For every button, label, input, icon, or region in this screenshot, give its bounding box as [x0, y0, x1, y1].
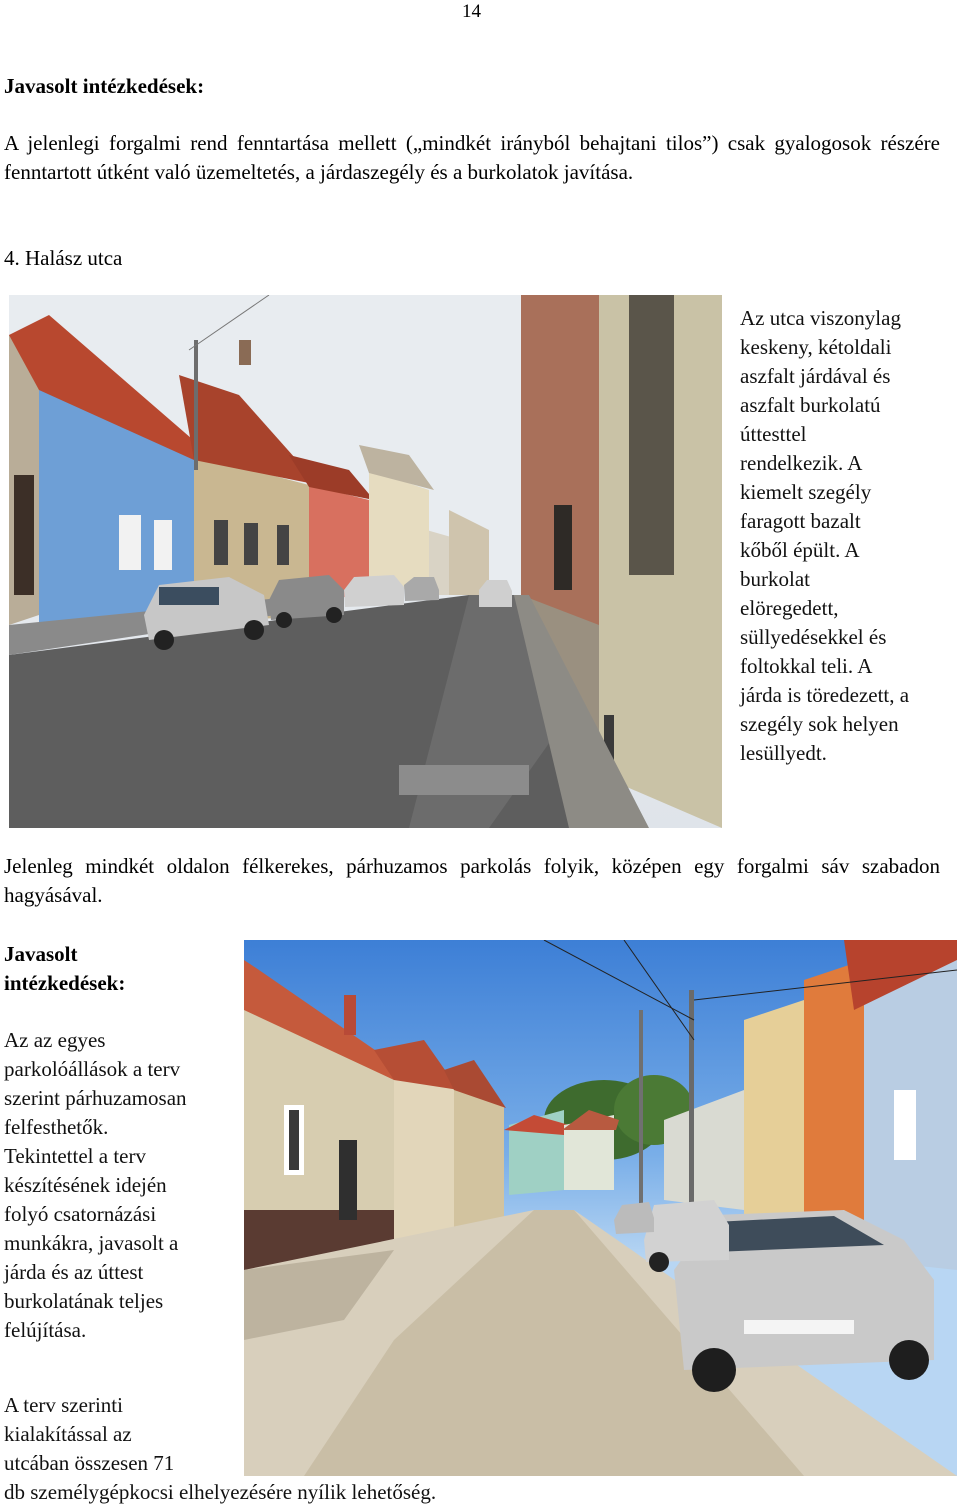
street-title-text: 4. Halász utca — [4, 246, 123, 270]
street-description-line: elöregedett, — [740, 596, 839, 620]
street-description-line: aszfalt járdával és — [740, 364, 891, 388]
section-heading: Javasolt intézkedések: — [4, 74, 205, 98]
proposal-text-line: Tekintettel a terv — [4, 1144, 146, 1168]
proposal-text — [4, 1026, 240, 1345]
street-description-line: kiemelt szegély — [740, 480, 872, 504]
street-description-line: burkolat — [740, 567, 810, 591]
street-description-line: lesüllyedt. — [740, 741, 827, 765]
proposal-text-line: felújítása. — [4, 1318, 87, 1342]
street-title — [4, 246, 122, 271]
page-number: 14 — [462, 1, 481, 22]
proposal-text-line: folyó csatornázási — [4, 1202, 157, 1226]
capacity-text-line: kialakítással az — [4, 1422, 132, 1446]
intro-paragraph: A jelenlegi forgalmi rend fenntartása mellett („mindkét irányból behajtani tilos”) csak gyalogosok részére fenntartott útként való üzemeltetés, a járdaszegély és a burkolatok javítása. — [4, 131, 940, 184]
proposal-text-line: Az az egyes — [4, 1028, 106, 1052]
street-description-line: aszfalt burkolatú — [740, 393, 881, 417]
proposal-text-line: készítésének idején — [4, 1173, 167, 1197]
street-description-line: süllyedésekkel és — [740, 625, 887, 649]
street-description-line: rendelkezik. A — [740, 451, 863, 475]
proposal-heading — [4, 940, 125, 998]
proposal-text-line: munkákra, javasolt a — [4, 1231, 179, 1255]
capacity-text-line: A terv szerinti — [4, 1393, 123, 1417]
street-description-line: járda is töredezett, a — [740, 683, 910, 707]
street-description — [740, 304, 960, 768]
proposal-text-line: járda és az úttest — [4, 1260, 144, 1284]
capacity-text — [4, 1391, 944, 1507]
proposal-text-line: parkolóállások a terv — [4, 1057, 181, 1081]
proposal-text-line: felfesthetők. — [4, 1115, 109, 1139]
street-description-line: szegély sok helyen — [740, 712, 899, 736]
proposal-text-line: burkolatának teljes — [4, 1289, 164, 1313]
street-description-line: keskeny, kétoldali — [740, 335, 892, 359]
street-photo-current — [9, 295, 722, 828]
parking-paragraph: Jelenleg mindkét oldalon félkerekes, párhuzamos parkolás folyik, középen egy forgalmi sáv szabadon hagyásával. — [4, 854, 940, 907]
proposal-heading-line: intézkedések: — [4, 971, 126, 995]
street-description-line: Az utca viszonylag — [740, 306, 901, 330]
capacity-text-line: utcában összesen 71 — [4, 1451, 175, 1475]
proposal-text-line: szerint párhuzamosan — [4, 1086, 187, 1110]
car-small — [614, 1202, 654, 1234]
proposal-heading-line: Javasolt — [4, 942, 78, 966]
street-description-line: kőből épült. A — [740, 538, 860, 562]
street-description-line: foltokkal teli. A — [740, 654, 873, 678]
capacity-text-line: db személygépkocsi elhelyezésére nyílik lehetőség. — [4, 1480, 437, 1504]
street-description-line: úttesttel — [740, 422, 807, 446]
street-description-line: faragott bazalt — [740, 509, 861, 533]
